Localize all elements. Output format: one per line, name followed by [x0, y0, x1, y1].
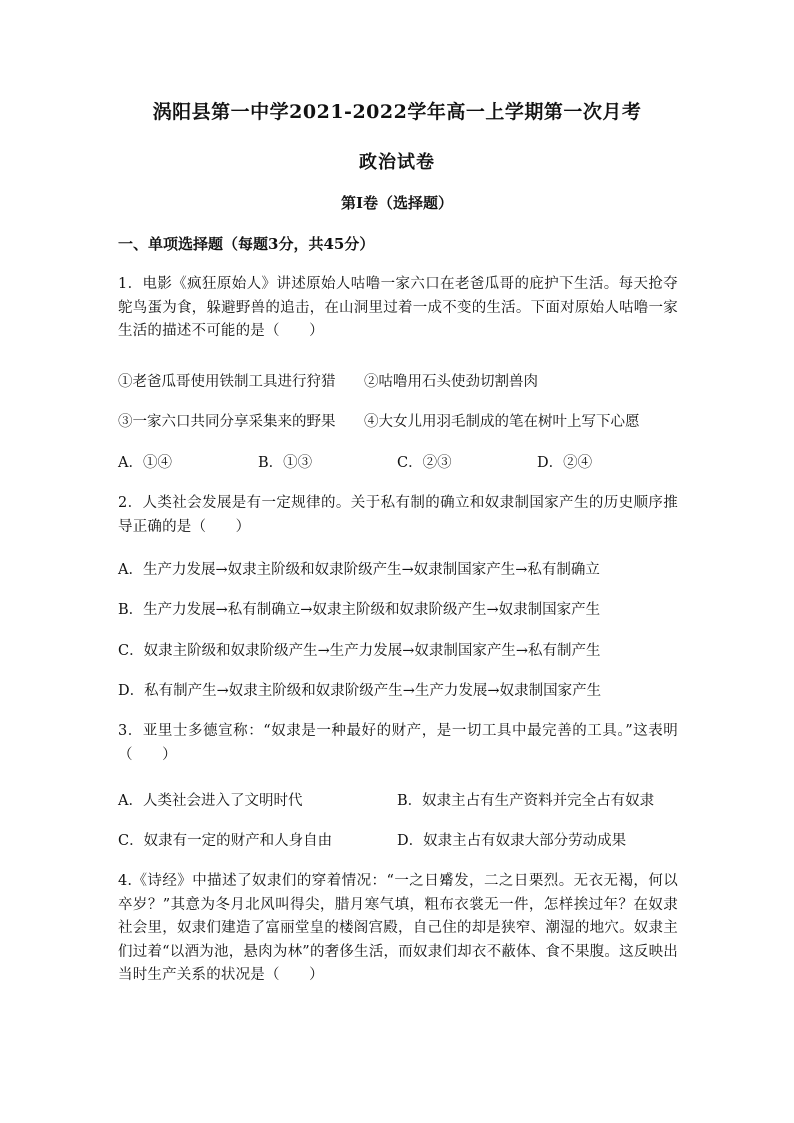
section-heading: 一、单项选择题（每题3分，共45分） — [118, 235, 375, 253]
question-1-item-4: ④大女儿用羽毛制成的笔在树叶上写下心愿 — [364, 414, 640, 430]
question-1-option-d: D．②④ — [537, 455, 593, 471]
question-1-option-b: B．①③ — [258, 455, 313, 471]
question-1-item-2: ②咕噜用石头使劲切割兽肉 — [364, 374, 538, 390]
question-3-option-c: C．奴隶有一定的财产和人身自由 — [118, 833, 333, 849]
question-1-option-a: A．①④ — [118, 455, 172, 471]
question-2-option-c: C．奴隶主阶级和奴隶阶级产生→生产力发展→奴隶制国家产生→私有制产生 — [118, 643, 601, 659]
question-4-stem: 4.《诗经》中描述了奴隶们的穿着情况：“一之日觱发，二之日栗烈。无衣无褐，何以卒岁？”其意为冬月北风叫得尖，腊月寒气填，粗布衣裳无一件，怎样挨过年？在奴隶社会里，奴隶们建造了富丽堂皇的楼阁宫殿，自己住的却是狭窄、潮湿的地穴。奴隶主们过着“以酒为池，悬肉为林”的奢侈生活，而奴隶们却衣不蔽体、食不果腹。这反映出当时生产关系的状况是（ ） — [118, 873, 678, 983]
question-2-option-b: B．生产力发展→私有制确立→奴隶主阶级和奴隶阶级产生→奴隶制国家产生 — [118, 602, 601, 618]
question-2-option-a: A．生产力发展→奴隶主阶级和奴隶阶级产生→奴隶制国家产生→私有制确立 — [118, 562, 600, 578]
question-3-stem: 3．亚里士多德宣称：“奴隶是一种最好的财产，是一切工具中最完善的工具。”这表明（ ） — [118, 723, 678, 763]
question-3-option-d: D．奴隶主占有奴隶大部分劳动成果 — [397, 833, 627, 849]
question-3-option-b: B．奴隶主占有生产资料并完全占有奴隶 — [397, 793, 655, 809]
part-title: 第Ⅰ卷（选择题） — [340, 194, 454, 212]
question-3-option-a: A．人类社会进入了文明时代 — [118, 793, 303, 809]
question-1-item-3: ③一家六口共同分享采集来的野果 — [118, 414, 336, 430]
subject-title: 政治试卷 — [359, 152, 435, 173]
question-2-option-d: D．私有制产生→奴隶主阶级和奴隶阶级产生→生产力发展→奴隶制国家产生 — [118, 683, 602, 699]
question-1-stem: 1．电影《疯狂原始人》讲述原始人咕噜一家六口在老爸瓜哥的庇护下生活。每天抢夺鸵鸟蛋为食，躲避野兽的追击，在山洞里过着一成不变的生活。下面对原始人咕噜一家生活的描述不可能的是（ ） — [118, 276, 678, 339]
exam-title: 涡阳县第一中学2021-2022学年高一上学期第一次月考 — [152, 101, 642, 123]
question-2-stem: 2．人类社会发展是有一定规律的。关于私有制的确立和奴隶制国家产生的历史顺序推导正确的是（ ） — [118, 495, 678, 535]
question-1-item-1: ①老爸瓜哥使用铁制工具进行狩猎 — [118, 374, 336, 390]
question-1-option-c: C．②③ — [397, 455, 452, 471]
